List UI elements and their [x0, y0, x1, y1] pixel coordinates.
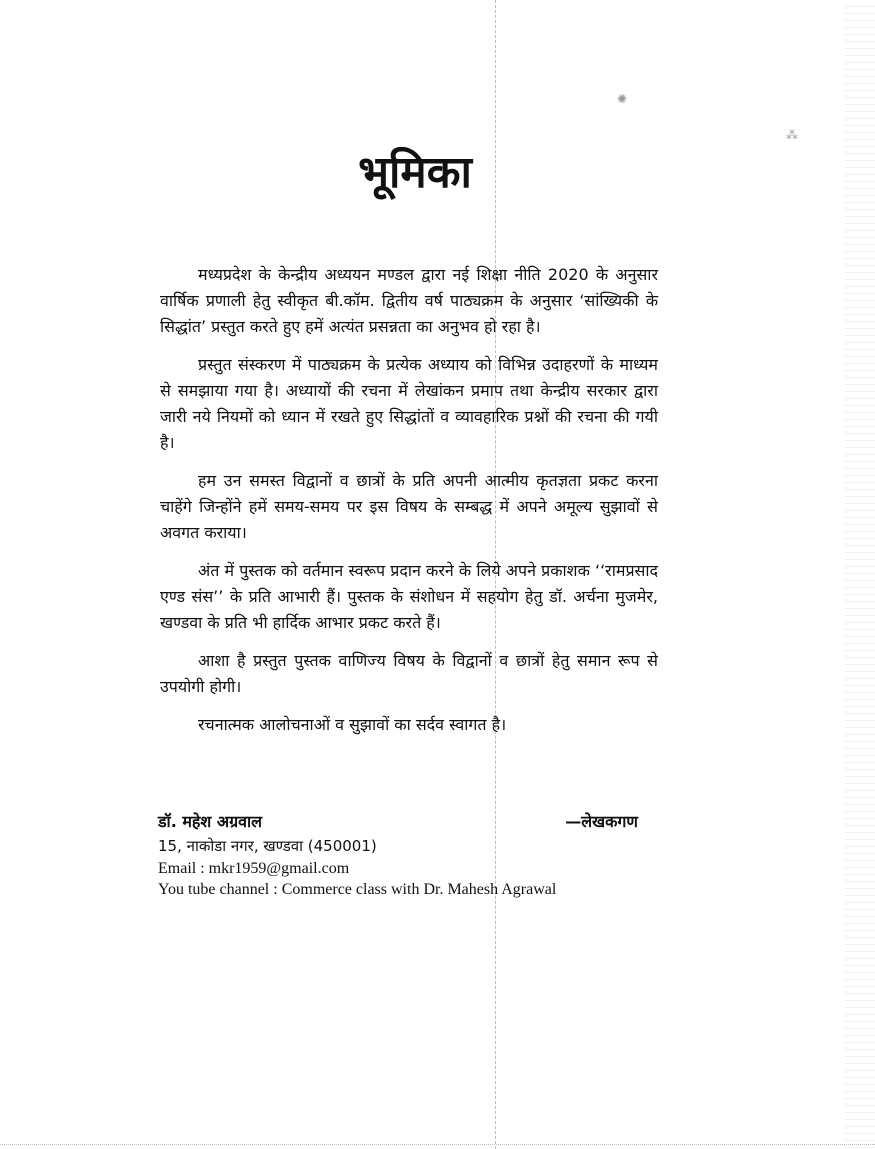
- preface-body: [160, 262, 658, 750]
- paragraph: रचनात्मक आलोचनाओं व सुझावों का सर्दव स्वागत है।: [198, 715, 507, 734]
- paragraph: प्रस्तुत संस्करण में पाठ्यक्रम के प्रत्येक अध्याय को विभिन्न उदाहरणों के माध्यम से समझाया गया है। अध्यायों की रचना में लेखांकन प्रमाप तथा केन्द्रीय सरकार द्वारा जारी नये नियमों को ध्यान में रखते हुए सिद्धांतों व व्यावहारिक प्रश्नों की रचना की गयी है।: [160, 355, 658, 452]
- page-title: भूमिका: [358, 147, 472, 198]
- paragraph: हम उन समस्त विद्वानों व छात्रों के प्रति अपनी आत्मीय कृतज्ञता प्रकट करना चाहेंगे जिन्होंने हमें समय-समय पर इस विषय के सम्बद्ध में अपने अमूल्य सुझावों से अवगत कराया।: [160, 471, 658, 542]
- author-role: —लेखकगण: [565, 812, 638, 831]
- author-email: Email : mkr1959@gmail.com: [158, 860, 350, 877]
- scan-bottom-edge: [0, 1144, 875, 1145]
- author-youtube: You tube channel : Commerce class with Dr. Mahesh Agrawal: [158, 881, 557, 898]
- scan-edge: [845, 0, 875, 1149]
- scan-speck: ✺: [617, 92, 628, 106]
- scan-speck: ⁂: [786, 128, 798, 142]
- author-address: 15, नाकोडा नगर, खण्डवा (450001): [158, 837, 377, 855]
- author-name: डॉ. महेश अग्रवाल: [158, 812, 263, 831]
- paragraph: मध्यप्रदेश के केन्द्रीय अध्ययन मण्डल द्वारा नई शिक्षा नीति 2020 के अनुसार वार्षिक प्रणाली हेतु स्वीकृत बी.कॉम. द्वितीय वर्ष पाठ्यक्रम के अनुसार ‘सांख्यिकी के सिद्धांत’ प्रस्तुत करते हुए हमें अत्यंत प्रसन्नता का अनुभव हो रहा है।: [160, 265, 658, 336]
- signature-block: [158, 810, 638, 900]
- paragraph: आशा है प्रस्तुत पुस्तक वाणिज्य विषय के विद्वानों व छात्रों हेतु समान रूप से उपयोगी होगी।: [160, 651, 658, 696]
- paragraph: अंत में पुस्तक को वर्तमान स्वरूप प्रदान करने के लिये अपने प्रकाशक ‘‘रामप्रसाद एण्ड संस’’ के प्रति आभारी हैं। पुस्तक के संशोधन में सहयोग हेतु डॉ. अर्चना मुजमेर, खण्डवा के प्रति भी हार्दिक आभार प्रकट करते हैं।: [160, 561, 658, 632]
